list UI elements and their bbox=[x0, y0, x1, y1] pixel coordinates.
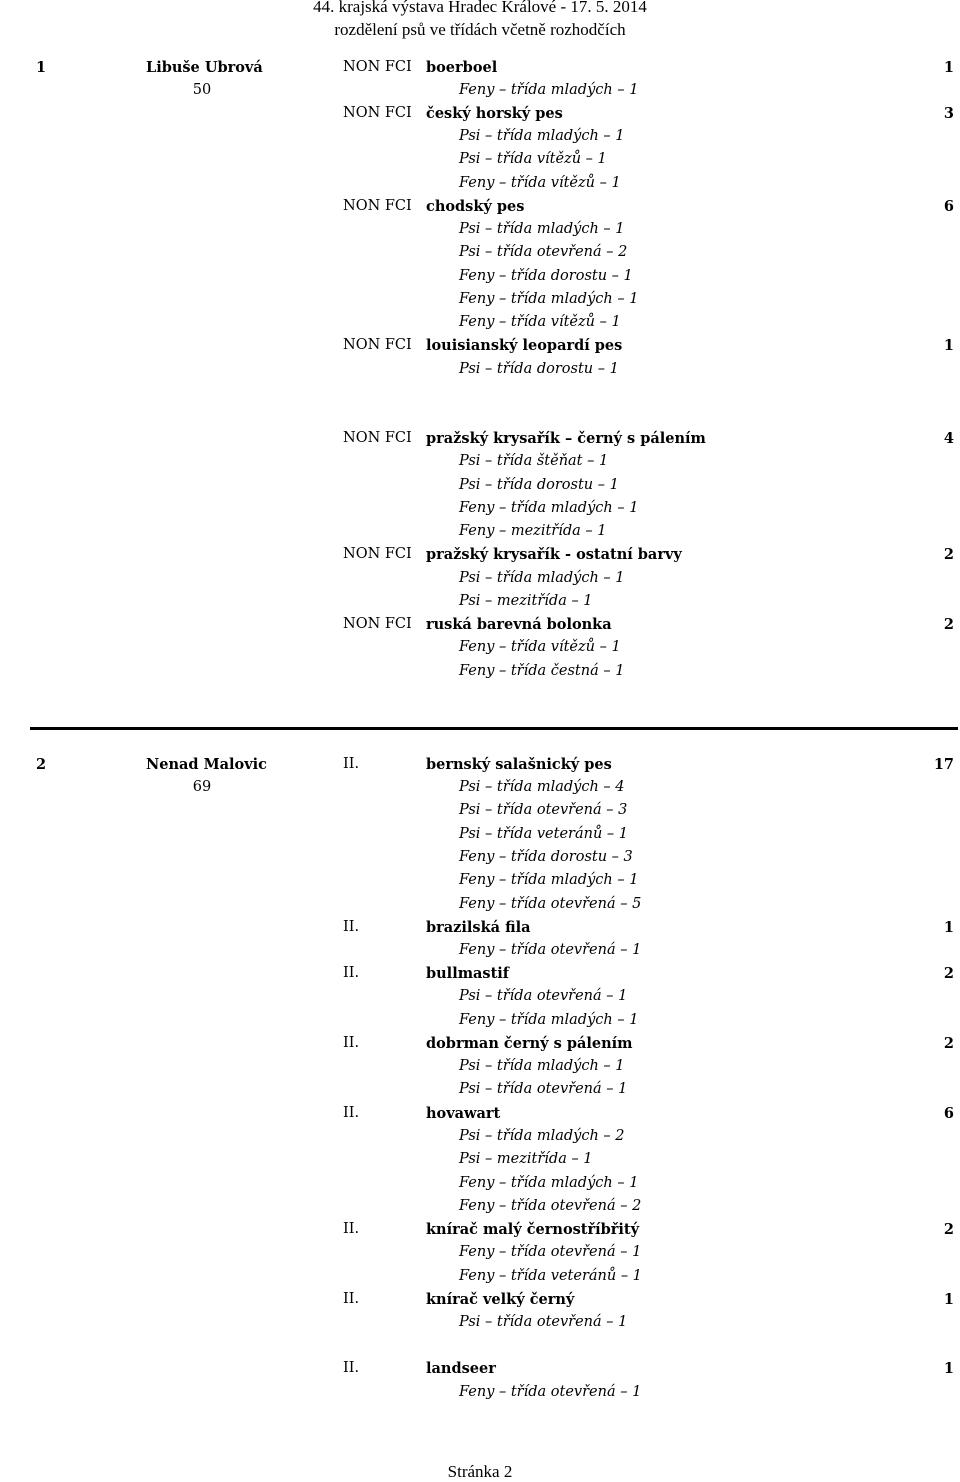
class-entry: Feny – třída otevřená – 1 bbox=[459, 1244, 642, 1260]
judge-dog-count: 69 bbox=[192, 779, 212, 795]
breed-group: II. bbox=[343, 756, 360, 772]
breed-group: NON FCI bbox=[343, 198, 412, 214]
breed-name: dobrman černý s pálením bbox=[426, 1035, 633, 1052]
breed-row bbox=[0, 56, 960, 79]
judge-number: 1 bbox=[36, 59, 47, 76]
breed-row bbox=[0, 334, 960, 357]
breed-name: pražský krysařík - ostatní barvy bbox=[426, 546, 682, 563]
class-row bbox=[0, 1381, 960, 1404]
class-row bbox=[0, 172, 960, 195]
breed-count: 6 bbox=[943, 1105, 954, 1122]
class-row bbox=[0, 241, 960, 264]
document-subtitle: rozdělení psů ve třídách včetně rozhodčích bbox=[334, 20, 626, 39]
class-row bbox=[0, 1265, 960, 1288]
breed-count: 2 bbox=[943, 965, 954, 982]
judge-name: Nenad Malovic bbox=[146, 756, 267, 773]
class-entry: Psi – třída dorostu – 1 bbox=[459, 361, 619, 377]
breed-count: 3 bbox=[943, 105, 954, 122]
class-entry: Feny – třída veteránů – 1 bbox=[459, 1268, 642, 1284]
class-entry: Psi – třída otevřená – 3 bbox=[459, 802, 628, 818]
breed-count: 2 bbox=[943, 1035, 954, 1052]
class-entry: Feny – třída mladých – 1 bbox=[459, 1012, 639, 1028]
breed-group: II. bbox=[343, 965, 360, 981]
class-entry: Psi – třída mladých – 1 bbox=[459, 221, 625, 237]
class-entry: Feny – třída vítězů – 1 bbox=[459, 639, 621, 655]
judge-number: 2 bbox=[36, 756, 47, 773]
breed-name: landseer bbox=[426, 1360, 496, 1377]
class-entry: Feny – třída vítězů – 1 bbox=[459, 175, 621, 191]
class-entry: Feny – třída otevřená – 2 bbox=[459, 1198, 642, 1214]
breed-row bbox=[0, 613, 960, 636]
breed-row bbox=[0, 1357, 960, 1380]
breed-row bbox=[0, 962, 960, 985]
class-row bbox=[0, 985, 960, 1008]
class-row bbox=[0, 265, 960, 288]
class-entry: Psi – třída štěňat – 1 bbox=[459, 453, 609, 469]
breed-count: 4 bbox=[943, 430, 954, 447]
class-row bbox=[0, 474, 960, 497]
breed-group: II. bbox=[343, 1105, 360, 1121]
class-row bbox=[0, 520, 960, 543]
class-entry: Feny – třída vítězů – 1 bbox=[459, 314, 621, 330]
class-entry: Psi – třída dorostu – 1 bbox=[459, 477, 619, 493]
class-entry: Psi – třída vítězů – 1 bbox=[459, 151, 607, 167]
breed-row bbox=[0, 916, 960, 939]
class-row bbox=[0, 590, 960, 613]
class-row bbox=[0, 288, 960, 311]
breed-group: NON FCI bbox=[343, 616, 412, 632]
breed-name: bernský salašnický pes bbox=[426, 756, 612, 773]
class-entry: Psi – třída mladých – 2 bbox=[459, 1128, 625, 1144]
breed-row bbox=[0, 102, 960, 125]
class-row bbox=[0, 1311, 960, 1334]
breed-name: český horský pes bbox=[426, 105, 563, 122]
breed-group: NON FCI bbox=[343, 546, 412, 562]
class-row bbox=[0, 567, 960, 590]
class-entry: Psi – třída mladých – 1 bbox=[459, 1058, 625, 1074]
breed-name: louisianský leopardí pes bbox=[426, 337, 623, 354]
judge-name: Libuše Ubrová bbox=[146, 59, 263, 76]
class-entry: Feny – třída dorostu – 1 bbox=[459, 268, 633, 284]
breed-count: 1 bbox=[943, 337, 954, 354]
class-row bbox=[0, 311, 960, 334]
judge-dog-count: 50 bbox=[192, 82, 212, 98]
breed-name: ruská barevná bolonka bbox=[426, 616, 612, 633]
class-entry: Feny – třída otevřená – 1 bbox=[459, 942, 642, 958]
class-entry: Feny – třída mladých – 1 bbox=[459, 291, 639, 307]
class-row bbox=[0, 893, 960, 916]
breed-count: 2 bbox=[943, 616, 954, 633]
document-title: 44. krajská výstava Hradec Králové - 17. 5. 2014 bbox=[313, 0, 647, 16]
class-entry: Psi – mezitřída – 1 bbox=[459, 593, 593, 609]
class-row bbox=[0, 776, 960, 799]
class-row bbox=[0, 1148, 960, 1171]
class-row bbox=[0, 79, 960, 102]
breed-count: 1 bbox=[943, 1291, 954, 1308]
class-entry: Psi – třída otevřená – 1 bbox=[459, 1081, 628, 1097]
class-entry: Feny – třída dorostu – 3 bbox=[459, 849, 633, 865]
breed-group: NON FCI bbox=[343, 59, 412, 75]
breed-name: chodský pes bbox=[426, 198, 525, 215]
class-row bbox=[0, 1125, 960, 1148]
breed-row bbox=[0, 1032, 960, 1055]
class-entry: Psi – třída mladých – 4 bbox=[459, 779, 625, 795]
class-row bbox=[0, 125, 960, 148]
breed-row bbox=[0, 427, 960, 450]
class-entry: Psi – mezitřída – 1 bbox=[459, 1151, 593, 1167]
breed-group: II. bbox=[343, 1035, 360, 1051]
breed-name: knírač malý černostříbřitý bbox=[426, 1221, 640, 1238]
breed-count: 1 bbox=[943, 1360, 954, 1377]
section-divider bbox=[30, 727, 958, 730]
class-row bbox=[0, 823, 960, 846]
breed-count: 2 bbox=[943, 546, 954, 563]
class-row bbox=[0, 1195, 960, 1218]
class-entry: Psi – třída otevřená – 2 bbox=[459, 244, 628, 260]
breed-count: 6 bbox=[943, 198, 954, 215]
class-entry: Feny – třída čestná – 1 bbox=[459, 663, 625, 679]
breed-name: knírač velký černý bbox=[426, 1291, 575, 1308]
breed-row bbox=[0, 195, 960, 218]
page-number: Stránka 2 bbox=[447, 1462, 513, 1481]
breed-count: 2 bbox=[943, 1221, 954, 1238]
breed-group: II. bbox=[343, 1291, 360, 1307]
breed-name: bullmastif bbox=[426, 965, 510, 982]
breed-row bbox=[0, 543, 960, 566]
class-row bbox=[0, 660, 960, 683]
class-row bbox=[0, 799, 960, 822]
breed-count: 17 bbox=[933, 756, 954, 773]
breed-group: II. bbox=[343, 1360, 360, 1376]
class-row bbox=[0, 869, 960, 892]
class-entry: Psi – třída mladých – 1 bbox=[459, 570, 625, 586]
class-row bbox=[0, 148, 960, 171]
class-entry: Feny – třída otevřená – 1 bbox=[459, 1384, 642, 1400]
class-entry: Feny – třída mladých – 1 bbox=[459, 1175, 639, 1191]
class-row bbox=[0, 846, 960, 869]
class-entry: Psi – třída otevřená – 1 bbox=[459, 1314, 628, 1330]
breed-count: 1 bbox=[943, 919, 954, 936]
class-row bbox=[0, 358, 960, 381]
breed-group: NON FCI bbox=[343, 337, 412, 353]
class-entry: Feny – třída mladých – 1 bbox=[459, 500, 639, 516]
class-entry: Feny – třída mladých – 1 bbox=[459, 82, 639, 98]
class-row bbox=[0, 1241, 960, 1264]
breed-row bbox=[0, 1218, 960, 1241]
class-row bbox=[0, 636, 960, 659]
class-row bbox=[0, 939, 960, 962]
class-row bbox=[0, 218, 960, 241]
breed-group: II. bbox=[343, 919, 360, 935]
class-entry: Feny – mezitřída – 1 bbox=[459, 523, 607, 539]
class-row bbox=[0, 450, 960, 473]
class-row bbox=[0, 1172, 960, 1195]
breed-name: brazilská fila bbox=[426, 919, 531, 936]
breed-name: boerboel bbox=[426, 59, 498, 76]
class-row bbox=[0, 497, 960, 520]
breed-group: NON FCI bbox=[343, 430, 412, 446]
breed-row bbox=[0, 1288, 960, 1311]
class-row bbox=[0, 1055, 960, 1078]
class-entry: Feny – třída mladých – 1 bbox=[459, 872, 639, 888]
class-row bbox=[0, 1078, 960, 1101]
class-entry: Psi – třída otevřená – 1 bbox=[459, 988, 628, 1004]
breed-name: hovawart bbox=[426, 1105, 501, 1122]
breed-row bbox=[0, 753, 960, 776]
breed-row bbox=[0, 1102, 960, 1125]
breed-count: 1 bbox=[943, 59, 954, 76]
breed-name: pražský krysařík – černý s pálením bbox=[426, 430, 706, 447]
class-entry: Psi – třída mladých – 1 bbox=[459, 128, 625, 144]
breed-group: NON FCI bbox=[343, 105, 412, 121]
class-entry: Feny – třída otevřená – 5 bbox=[459, 896, 642, 912]
breed-group: II. bbox=[343, 1221, 360, 1237]
class-entry: Psi – třída veteránů – 1 bbox=[459, 826, 628, 842]
class-row bbox=[0, 1009, 960, 1032]
